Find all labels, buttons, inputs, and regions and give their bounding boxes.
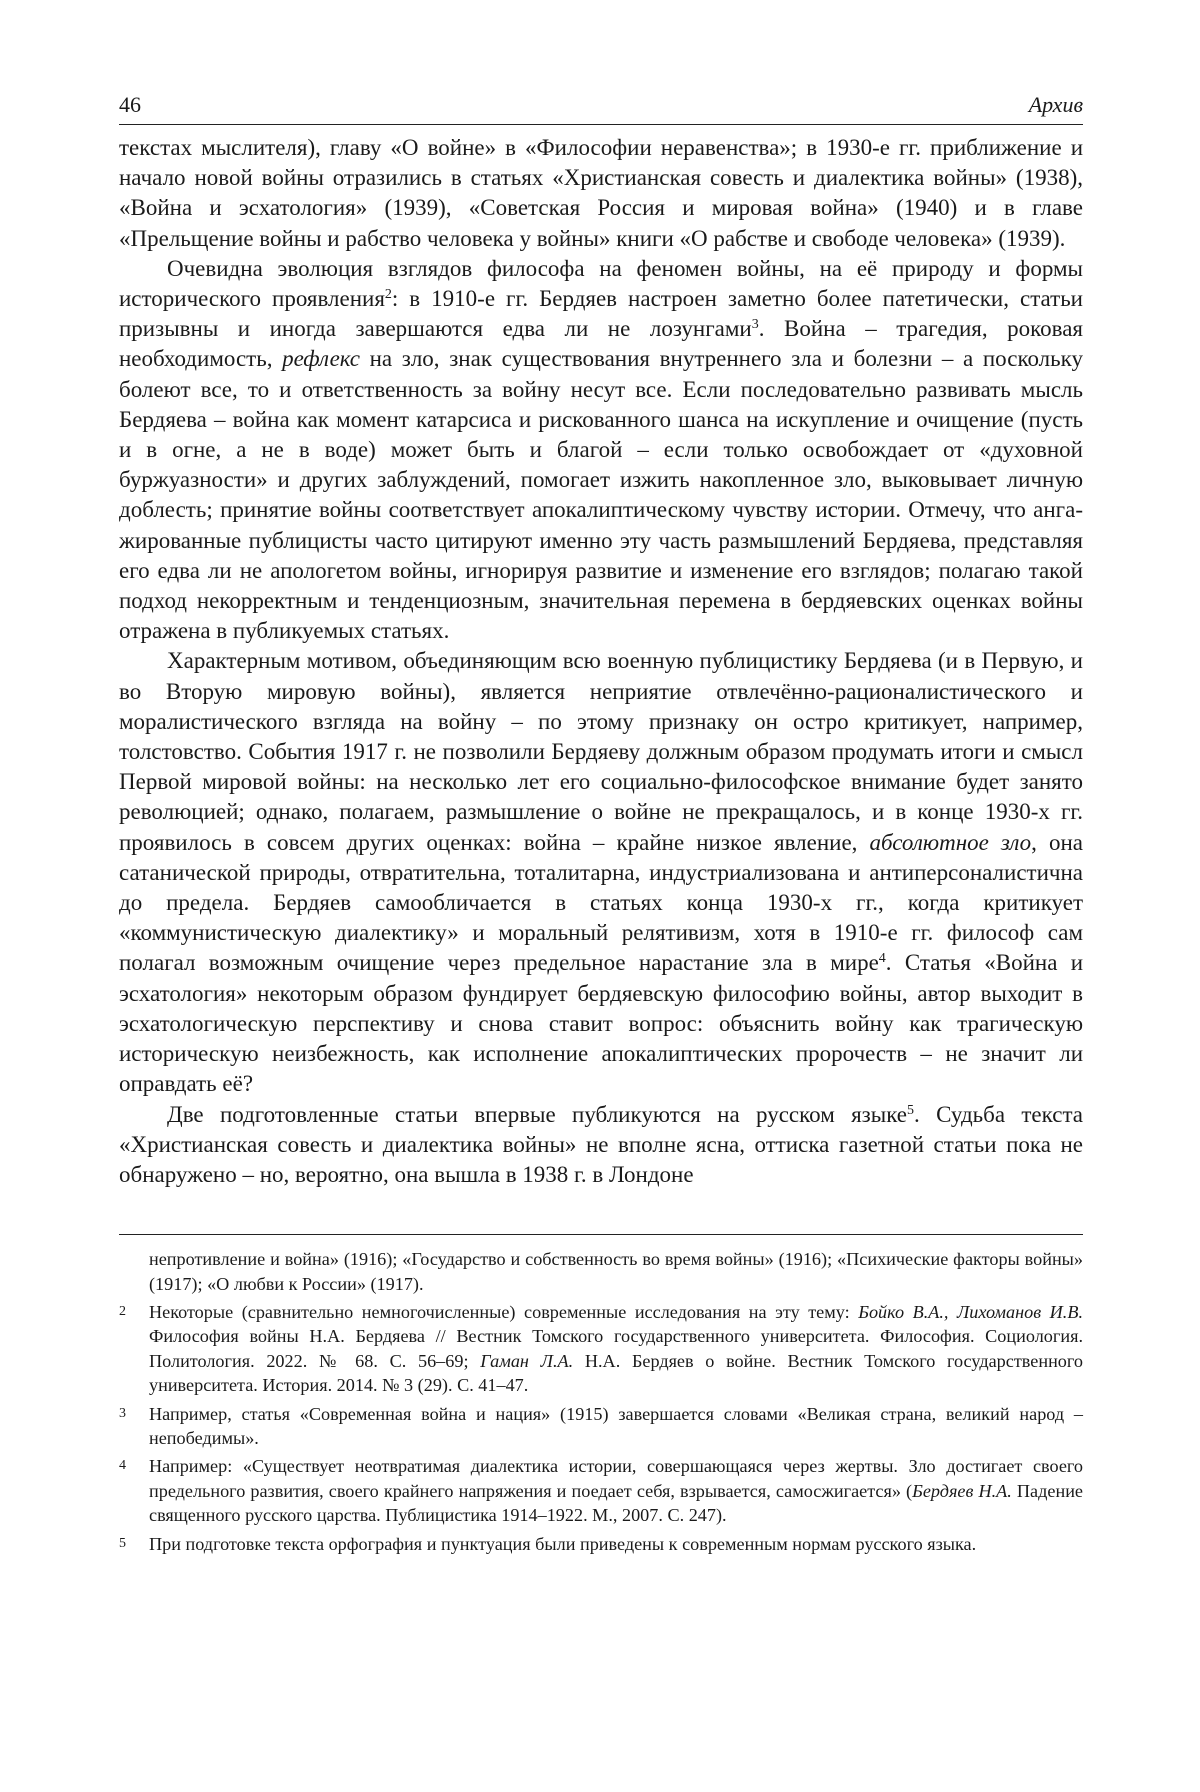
text-run: Н.А. Бердяев о войне. Вестник Томского государственного университета. История. 2014. № 3 (29). С. 41–47. bbox=[149, 1350, 1083, 1396]
text-run: Характерным мотивом, объединяющим всю военную публицистику Бердяева (и в Первую, и во Вторую мировую войны), является неприятие отвлечённо-рационалистического и моралистического взгляда на войну – по этому признаку он остро критикует, например, толстовство. События 1917 г. не позволили Бердяеву должным образом продумать итоги и смысл Первой мировой войны: на несколько лет его социально-философское внимание будет занято революцией; однако, полагаем, размышление о войне не прекращалось, и в конце 1930-х гг. проявилось в совсем других оценках: война – крайне низкое явление, bbox=[119, 648, 1083, 855]
paragraph-1: текстах мыслителя), главу «О войне» в «Философии неравенства»; в 1930-е гг. приближение и начало новой войны отразились в статьях «Христианская совесть и диалектика войны» (1938), «Война и эсхатология» (1939), «Советская Россия и мировая война» (1940) и в главе «Прельщение войны и рабство человека у войны» книги «О рабстве и свободе человека» (1939). bbox=[119, 135, 1083, 251]
footnote-ref-4: 4 bbox=[878, 951, 886, 967]
footnote-3 bbox=[119, 1402, 1083, 1451]
footnote-text: Например, статья «Современная война и нация» (1915) завершается словами «Великая страна, великий народ – непобедимы». bbox=[149, 1403, 1083, 1448]
footnote-number: 4 bbox=[119, 1458, 126, 1474]
text-run: Падение священного русского царства. Публицистика 1914–1922. М., 2007. С. 247). bbox=[149, 1480, 1083, 1526]
footnote-2 bbox=[119, 1300, 1083, 1398]
footnote-5 bbox=[119, 1532, 1083, 1556]
text-run: Две подготовленные статьи впервые публикуются на русском языке bbox=[167, 1101, 908, 1127]
section-title: Архив bbox=[1028, 92, 1083, 117]
text-run: . Война – трагедия, роковая необходимость, bbox=[119, 316, 1084, 372]
text-run: . Судьба текста «Христианская совесть и диалектика войны» не вполне ясна, оттиска газетной статьи пока не обнаружено – но, вероятно, она вышла в 1938 г. в Лондоне bbox=[119, 1101, 1083, 1187]
text-run: Некоторые (сравнительно немногочисленные) современные исследования на эту тему: bbox=[149, 1301, 859, 1322]
paragraph-3 bbox=[119, 646, 1083, 1099]
paragraph-2 bbox=[119, 254, 1083, 647]
footnote-4 bbox=[119, 1454, 1083, 1527]
footnote-divider bbox=[119, 1234, 1083, 1235]
text-run: : в 1910-е гг. Бердяев настроен заметно более патетически, статьи призывны и иногда завершаются едва ли не лозунгами bbox=[119, 286, 1083, 342]
footnote-text: При подготовке текста орфография и пунктуация были приведены к современным нормам русского языка. bbox=[149, 1533, 977, 1554]
footnote-number: 5 bbox=[119, 1535, 126, 1551]
footnote-ref-5: 5 bbox=[907, 1102, 915, 1118]
text-run: Философия войны Н.А. Бердяева // Вестник Томского государственного университета. Философия. Социология. Политология. 2022. № 68. С. 56–69; bbox=[149, 1326, 1083, 1371]
footnote-continuation: непротивление и война» (1916); «Государство и собственность во время войны» (1916); «Психические факторы войны» (1917); «О любви к России» (1917). bbox=[149, 1249, 1083, 1294]
footnote-text bbox=[149, 1300, 1083, 1398]
text-run: Например: «Существует неотвратимая диалектика истории, совершающаяся через жертвы. Зло достигает своего предельного развития, своего крайнего напряжения и поедает себя, взрывается, самосжигается» ( bbox=[149, 1456, 1083, 1501]
text-run: Очевидна эволюция взглядов философа на феномен войны, на её природу и формы исторического проявления bbox=[119, 255, 1083, 312]
italic-term: абсолютное зло bbox=[869, 829, 1032, 855]
footnotes bbox=[119, 1247, 1083, 1556]
paragraph-4 bbox=[119, 1100, 1083, 1191]
footnote-number: 3 bbox=[119, 1405, 126, 1421]
author-names: Бойко В.А., Лихоманов И.В. bbox=[858, 1301, 1083, 1322]
author-names: Гаман Л.А. bbox=[480, 1350, 574, 1371]
running-head bbox=[119, 88, 1083, 125]
footnote-ref-3: 3 bbox=[751, 317, 759, 333]
body-text bbox=[119, 133, 1083, 1190]
document-page bbox=[119, 88, 1083, 1556]
text-run: . Статья «Война и эсхатология» некоторым образом фундирует бердяевскую философию войны, автор выходит в эсхатологическую перспективу и снова ставит вопрос: объяснить войну как трагическую историческую неизбежность, как исполнение апокалиптических пророчеств – не значит ли оправдать её? bbox=[119, 950, 1084, 1097]
author-names: Бердяев Н.А. bbox=[912, 1480, 1012, 1501]
text-run: , она сатанической природы, отвратительна, тоталитарна, индустриализована и антиперсоналистична до предела. Бердяев самообличается в статьях конца 1930-х гг., когда критикует «коммунистическую диалектику» и моральный релятивизм, хотя в 1910-е гг. философ сам полагал возможным очищение через предельное нарастание зла в мире bbox=[119, 829, 1083, 976]
footnote-number: 2 bbox=[119, 1303, 126, 1319]
footnote-ref-2: 2 bbox=[384, 287, 392, 303]
italic-term: рефлекс bbox=[282, 346, 360, 372]
footnote-text bbox=[149, 1454, 1083, 1527]
page-number: 46 bbox=[119, 92, 141, 117]
text-run: на зло, знак существования внутреннего зла и болезни – а поскольку болеют все, то и ответственность за войну несут все. Если последовательно развивать мысль Бердяева – война как момент катарсиса и рискованного шанса на искупление и очищение (пусть и в огне, а не в воде) может быть и благой – если только освобождает от «духовной буржуазности» и других заблуждений, помогает изжить накопленное зло, выковывает личную доблесть; принятие войны соответствует апокалиптическому чувству истории. Отмечу, что ангажированные публицисты часто цитируют именно эту часть размышлений Бердяева, представляя его едва ли не апологетом войны, игнорируя развитие и изменение его взглядов; полагаю такой подход некорректным и тенденциозным, значительная перемена в бердяевских оценках войны отражена в публикуемых статьях. bbox=[119, 346, 1083, 644]
